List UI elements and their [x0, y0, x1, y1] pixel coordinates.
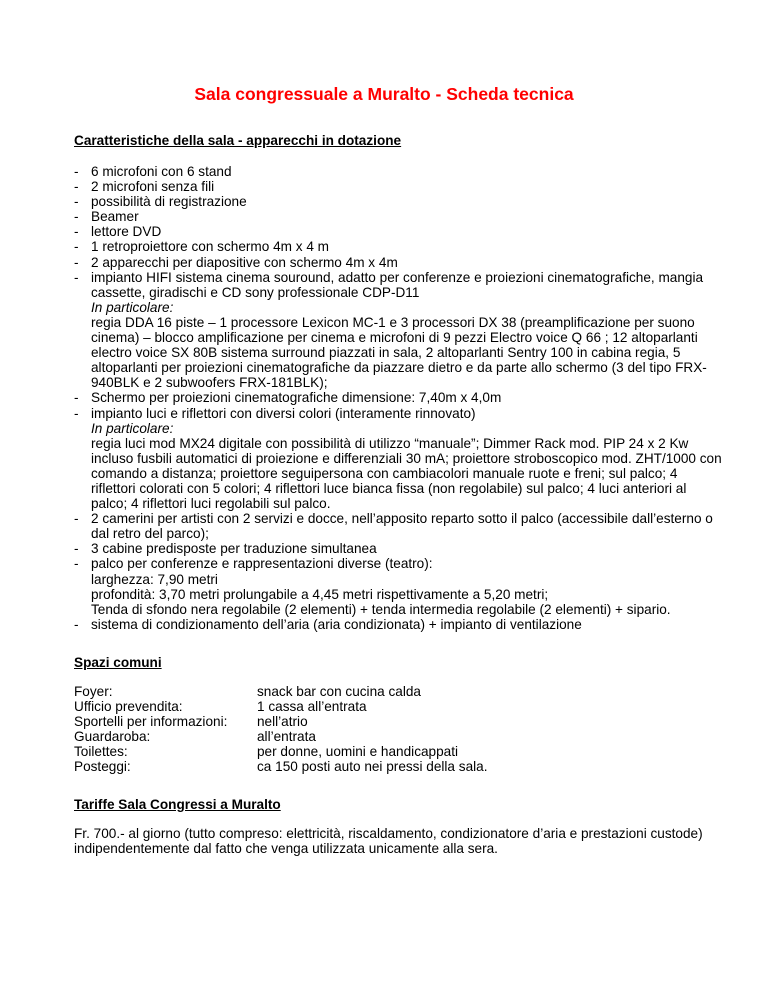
- detail-label: In particolare:: [91, 420, 174, 436]
- section-heading-spazi-comuni: Spazi comuni: [74, 655, 162, 670]
- document-title: Sala congressuale a Muralto - Scheda tecnica: [194, 84, 574, 104]
- list-item: - 6 microfoni con 6 stand: [74, 164, 724, 179]
- list-item: - 2 microfoni senza fili: [74, 179, 724, 194]
- list-item: - possibilità di registrazione: [74, 194, 724, 209]
- list-item: - 2 camerini per artisti con 2 servizi e docce, nell’apposito reparto sotto il palco (accessibile dall’esterno o dal retro del parco);: [74, 511, 724, 541]
- table-row: Toilettes: per donne, uomini e handicappati: [74, 744, 459, 760]
- list-item: - lettore DVD: [74, 224, 724, 239]
- table-row: Foyer: snack bar con cucina calda: [74, 684, 421, 699]
- detail-label: In particolare:: [91, 299, 174, 315]
- tariff-paragraph: Fr. 700.- al giorno (tutto compreso: elettricità, riscaldamento, condizionatore d’aria e prestazioni custode) indipendentemente dal fatto che venga utilizzata unicamente alla sera.: [74, 826, 703, 857]
- list-item: - sistema di condizionamento dell’aria (aria condizionata) + impianto di ventilazione: [74, 617, 724, 632]
- table-row: Sportelli per informazioni: nell’atrio: [74, 714, 308, 730]
- stage-depth: profondità: 3,70 metri prolungabile a 4,45 metri rispettivamente a 5,20 metri;: [91, 586, 549, 602]
- list-item: - 1 retroproiettore con schermo 4m x 4 m: [74, 239, 724, 254]
- list-item: - palco per conferenze e rappresentazioni diverse (teatro): larghezza: 7,90 metri profondità: 3,70 metri prolungabile a 4,45 metri rispettivamente a 5,20 metri; Tenda di sfondo nera regolabile (2 elementi) + tenda intermedia regolabile (2 elementi) + sipario.: [74, 556, 724, 616]
- stage-curtains: Tenda di sfondo nera regolabile (2 elementi) + tenda intermedia regolabile (2 elementi) + sipario.: [91, 601, 671, 617]
- equipment-list: [74, 164, 724, 632]
- list-item: - Schermo per proiezioni cinematografiche dimensione: 7,40m x 4,0m: [74, 390, 724, 405]
- table-row: Guardaroba: all’entrata: [74, 729, 316, 745]
- list-item: - impianto HIFI sistema cinema souround, adatto per conferenze e proiezioni cinematografiche, mangia cassette, giradischi e CD sony professionale CDP-D11 In particolare: regia DDA 16 piste – 1 processore Lexicon MC-1 e 3 processori DX 38 (preamplificazione per suono cinema) – blocco amplificazione per cinema e microfoni di 9 pezzi Electro voice Q 66 ; 12 altoparlanti electro voice SX 80B sistema surround piazzati in sala, 2 altoparlanti Sentry 100 in cabina regia, 5 altoparlanti per proiezioni cinematografiche da piazzare dietro e da parte allo schermo (3 del tipo FRX-940BLK e 2 subwoofers FRX-181BLK);: [74, 270, 724, 391]
- section-heading-caratteristiche: Caratteristiche della sala - apparecchi in dotazione: [74, 133, 402, 148]
- detail-text: regia DDA 16 piste – 1 processore Lexicon MC-1 e 3 processori DX 38 (preamplificazione per suono cinema) – blocco amplificazione per cinema e microfoni di 9 pezzi Electro voice Q 66 ; 12 altoparlanti electro voice SX 80B sistema surround piazzati in sala, 2 altoparlanti Sentry 100 in cabina regia, 5 altoparlanti per proiezioni cinematografiche da piazzare dietro e da parte allo schermo (3 del tipo FRX-940BLK e 2 subwoofers FRX-181BLK);: [91, 314, 707, 391]
- table-row: Posteggi: ca 150 posti auto nei pressi della sala.: [74, 759, 488, 775]
- list-item: - impianto luci e riflettori con diversi colori (interamente rinnovato) In particolare: regia luci mod MX24 digitale con possibilità di utilizzo “manuale”; Dimmer Rack mod. PIP 24 x 2 Kw incluso fusbili automatici di proiezione e differenziali 30 mA; proiettore stroboscopico mod. ZHT/1000 con comando a distanza; proiettore seguipersona con cambiacolori manuale ruote e freni; sul palco; 4 riflettori colorati con 5 colori; 4 riflettori luce bianca fissa (non regolabile) sul palco; 4 luci anteriori al palco; 4 riflettori luci regolabili sul palco.: [74, 406, 724, 512]
- section-heading-tariffe: Tariffe Sala Congressi a Muralto: [74, 797, 281, 812]
- stage-width: larghezza: 7,90 metri: [91, 571, 218, 587]
- list-item: - 2 apparecchi per diapositive con schermo 4m x 4m: [74, 255, 724, 270]
- common-spaces-table: [74, 684, 487, 775]
- list-item: - 3 cabine predisposte per traduzione simultanea: [74, 541, 724, 556]
- table-row: Ufficio prevendita: 1 cassa all’entrata: [74, 699, 367, 715]
- list-item: - Beamer: [74, 209, 724, 224]
- detail-text: regia luci mod MX24 digitale con possibilità di utilizzo “manuale”; Dimmer Rack mod. PIP 24 x 2 Kw incluso fusbili automatici di proiezione e differenziali 30 mA; proiettore stroboscopico mod. ZHT/1000 con comando a distanza; proiettore seguipersona con cambiacolori manuale ruote e freni; sul palco; 4 riflettori colorati con 5 colori; 4 riflettori luce bianca fissa (non regolabile) sul palco; 4 luci anteriori al palco; 4 riflettori luci regolabili sul palco.: [91, 435, 722, 512]
